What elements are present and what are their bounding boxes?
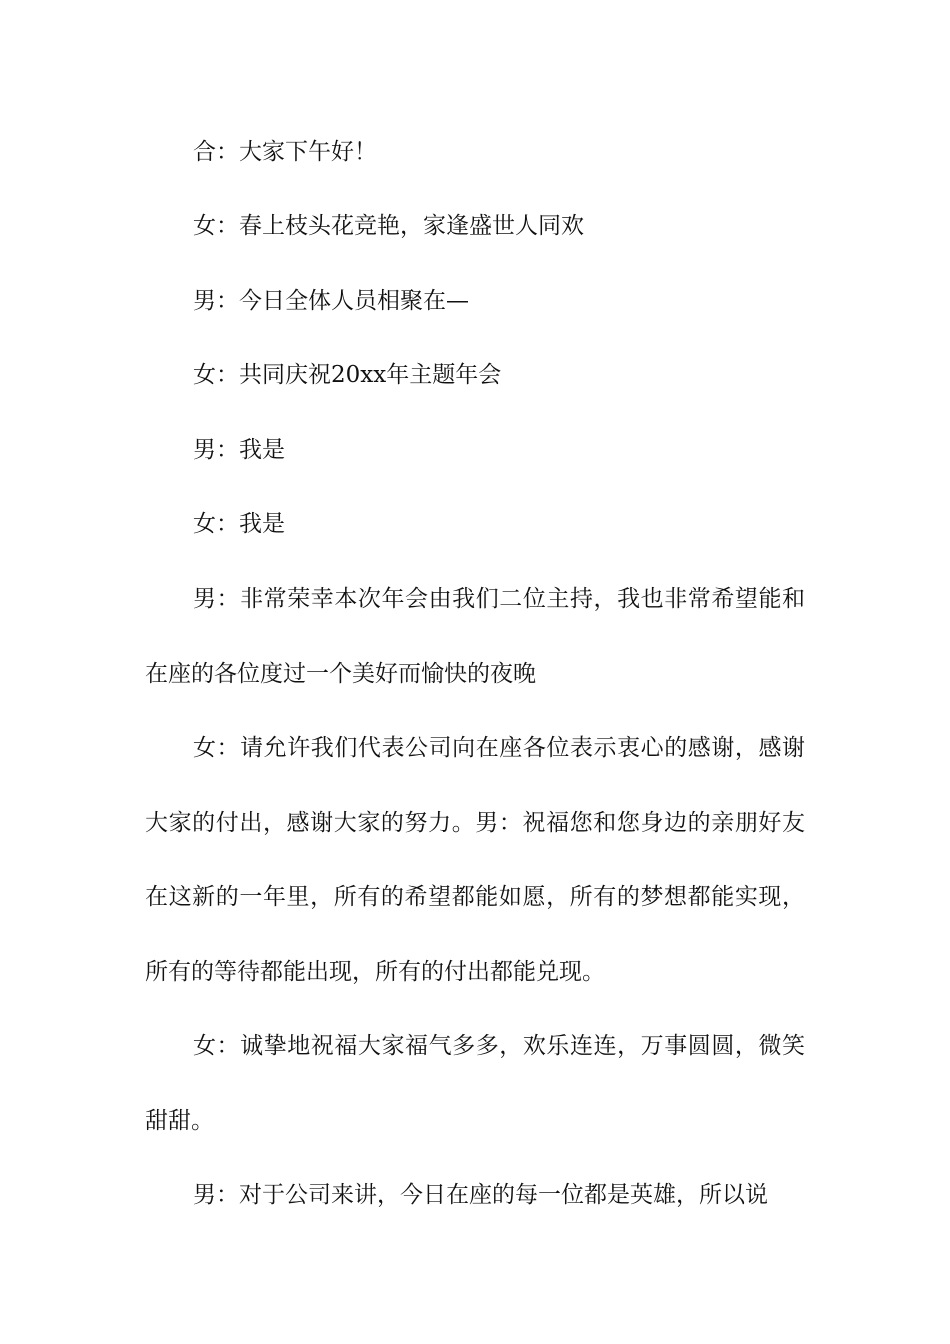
dialogue-line-5: 男：我是	[193, 437, 285, 463]
dialogue-line-3: 男：今日全体人员相聚在—	[193, 288, 469, 314]
dialogue-line-1: 合：大家下午好！	[193, 139, 377, 165]
dialogue-line-10: 男：对于公司来讲，今日在座的每一位都是英雄，所以说	[193, 1182, 768, 1208]
dialogue-line-4: 女：共同庆祝20xx年主题年会	[193, 362, 502, 388]
dialogue-line-7: 男：非常荣幸本次年会由我们二位主持，我也非常希望能和在座的各位度过一个美好而愉快的夜晚	[145, 586, 805, 687]
dialogue-line-8: 女：请允许我们代表公司向在座各位表示衷心的感谢，感谢大家的付出，感谢大家的努力。男：祝福您和您身边的亲朋好友在这新的一年里，所有的希望都能如愿，所有的梦想都能实现，所有的等待都能出现，所有的付出都能兑现。	[145, 735, 805, 985]
dialogue-line-9: 女：诚挚地祝福大家福气多多，欢乐连连，万事圆圆，微笑甜甜。	[145, 1033, 805, 1134]
dialogue-line-2: 女：春上枝头花竞艳，家逢盛世人同欢	[193, 213, 584, 239]
dialogue-line-6: 女：我是	[193, 511, 285, 537]
